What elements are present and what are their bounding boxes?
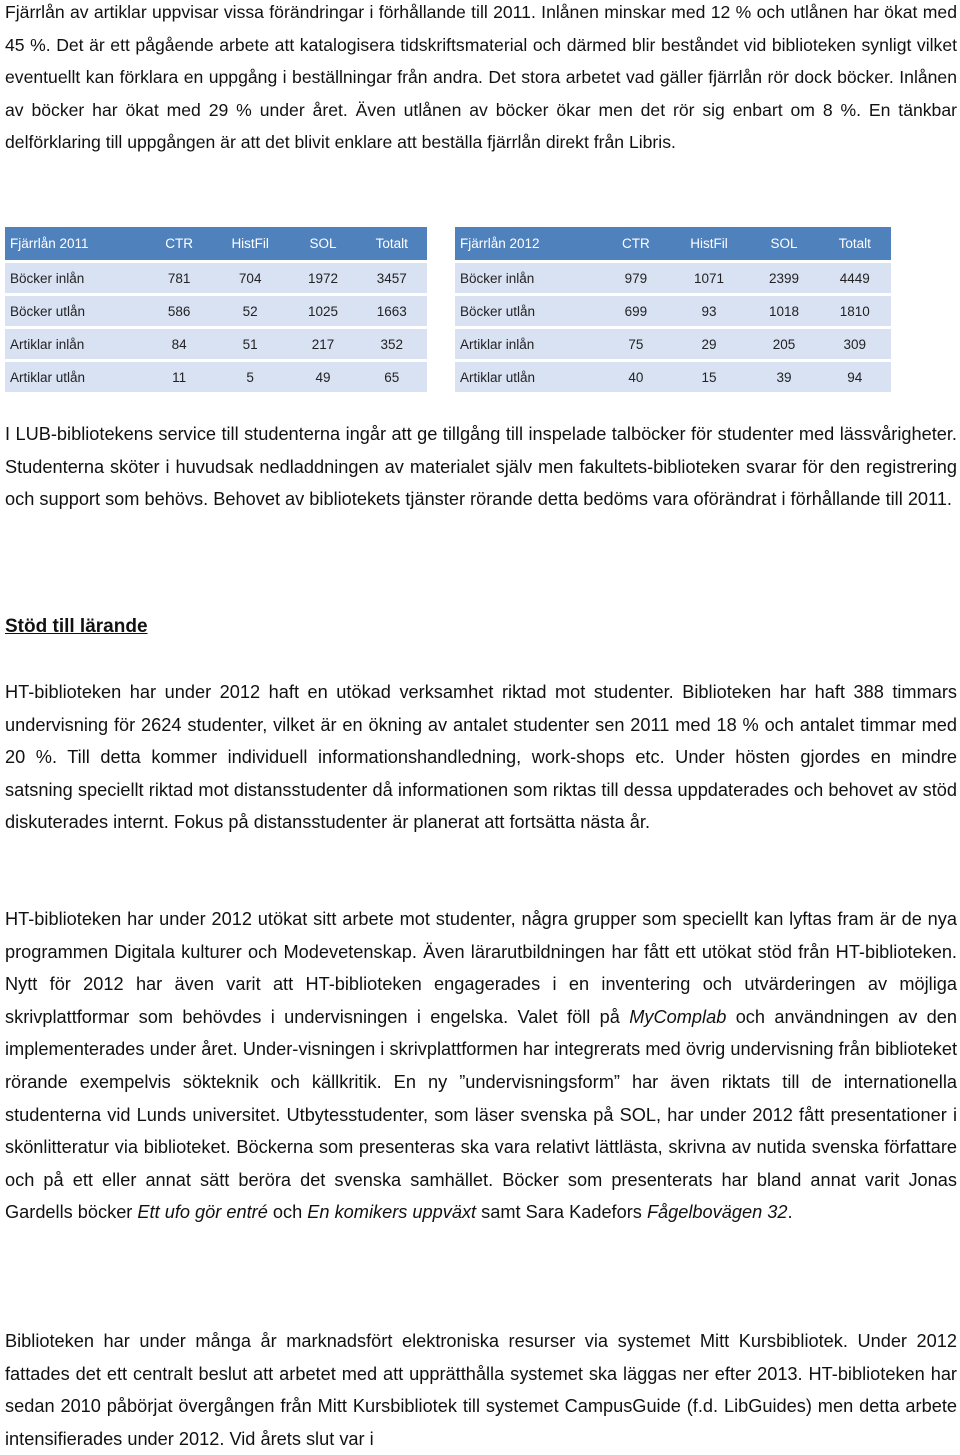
table-cell: 1025 (290, 296, 357, 326)
table-cell: 217 (290, 329, 357, 359)
table-cell: Böcker utlån (455, 296, 603, 326)
table-cell: 15 (668, 362, 749, 392)
table-cell: Böcker inlån (455, 263, 603, 293)
table-cell: Artiklar inlån (455, 329, 603, 359)
table-cell: 1810 (818, 296, 891, 326)
table-cell: 5 (211, 362, 290, 392)
table-header-cell: SOL (750, 227, 819, 260)
table-cell: 1663 (357, 296, 428, 326)
table-cell: Böcker utlån (5, 296, 148, 326)
table-cell: 586 (148, 296, 211, 326)
paragraph-e-resources: Biblioteken har under många år marknadsfört elektroniska resurser via systemet Mitt Kursbibliotek. Under 2012 fattades det ett centralt beslut att arbetet med att upprätthålla systemet ska läggas ner efter 2013. HT-biblioteken har sedan 2010 påbörjat övergången från Mitt Kursbibliotek till systemet CampusGuide (f.d. LibGuides) men detta arbete intensifierades under 2012. Vid årets slut var i (5, 1331, 957, 1449)
paragraph-student-work (5, 903, 957, 1229)
table-row (455, 263, 891, 293)
table-cell: 979 (603, 263, 668, 293)
table-row (5, 296, 427, 326)
italic-title: Ett ufo gör entré (137, 1202, 268, 1223)
table-header-cell: Totalt (818, 227, 891, 260)
table-header-row (5, 227, 427, 260)
table-cell: 75 (603, 329, 668, 359)
table-header-cell: CTR (148, 227, 211, 260)
table-cell: 11 (148, 362, 211, 392)
table-cell: Böcker inlån (5, 263, 148, 293)
table-row (455, 296, 891, 326)
table-cell: 352 (357, 329, 428, 359)
paragraph-teaching: HT-biblioteken har under 2012 haft en utökad verksamhet riktad mot studenter. Biblioteken har haft 388 timmars undervisning för 2624 studenter, vilket är en ökning av antalet studenter sen 2011 med 18 % och antalet timmar med 20 %. Till detta kommer individuell informationshandledning, work-shops etc. Under hösten gjordes en mindre satsning speciellt riktad mot distansstudenter då informationen som riktas till dessa uppdaterades och behovet av stöd diskuterades internt. Fokus på distansstudenter är planerat att fortsätta nästa år. (5, 682, 957, 833)
table-cell: Artiklar utlån (455, 362, 603, 392)
table-cell: 40 (603, 362, 668, 392)
table-row (455, 362, 891, 392)
table-cell: 84 (148, 329, 211, 359)
table-row (5, 263, 427, 293)
table-row (455, 329, 891, 359)
table-cell: 4449 (818, 263, 891, 293)
table-cell: 1972 (290, 263, 357, 293)
table-row (5, 362, 427, 392)
table-cell: 93 (668, 296, 749, 326)
text-span: . (787, 1202, 793, 1223)
table-loans-2011 (5, 224, 427, 395)
table-cell: 699 (603, 296, 668, 326)
table-cell: 205 (750, 329, 819, 359)
table-cell: 51 (211, 329, 290, 359)
table-cell: 781 (148, 263, 211, 293)
table-cell: 94 (818, 362, 891, 392)
text-span: samt Sara Kadefors (476, 1202, 647, 1223)
table-header-cell: Fjärrlån 2012 (455, 227, 603, 260)
table-cell: Artiklar utlån (5, 362, 148, 392)
table-cell: 309 (818, 329, 891, 359)
table-header-cell: HistFil (211, 227, 290, 260)
table-cell: 1018 (750, 296, 819, 326)
section-heading: Stöd till lärande (5, 616, 148, 637)
table-cell: 704 (211, 263, 290, 293)
table-cell: 49 (290, 362, 357, 392)
table-cell: 65 (357, 362, 428, 392)
paragraph-interlibrary-loans: Fjärrlån av artiklar uppvisar vissa förändringar i förhållande till 2011. Inlånen minskar med 12 % och utlånen har ökat med 45 %. Det är ett pågående arbete att katalogisera tidskriftsmaterial och därmed blir beståndet vid biblioteken synligt vilket eventuellt kan förklara en uppgång i beställningar från andra. Det stora arbetet vad gäller fjärrlån rör dock böcker. Inlånen av böcker har ökat med 29 % under året. Även utlånen av böcker ökar men det rör sig enbart om 8 %. En tänkbar delförklaring till uppgången är att det blivit enklare att beställa fjärrlån direkt från Libris. (5, 2, 957, 153)
table-cell: 1071 (668, 263, 749, 293)
italic-title: MyComplab (629, 1006, 727, 1027)
table-cell: 3457 (357, 263, 428, 293)
text-span: och användningen av den implementerades under året. Under-visningen i skrivplattformen har integrerats med övrig undervisning från biblioteket rörande exempelvis sökteknik och källkritik. En ny ”undervisningsform” har även riktats till de internationella studenterna vid Lunds universitet. Utbytesstudenter, som läser svenska på SOL, har under 2012 fått presentationer i skönlitteratur via biblioteket. Böckerna som presenteras ska vara relativt lättlästa, skrivna av nutida svenska författare och på ett eller annat sätt beröra det svenska samhället. Böcker som presenterats har bland annat varit Jonas Gardells böcker (5, 1006, 958, 1223)
table-header-cell: HistFil (668, 227, 749, 260)
italic-title: Fågelbovägen 32 (646, 1202, 788, 1223)
table-header-cell: CTR (603, 227, 668, 260)
text-span: HT-biblioteken har under 2012 utökat sitt arbete mot studenter, några grupper som speciellt kan lyftas fram är de nya programmen Digitala kulturer och Modevetenskap. Även lärarutbildningen har fått ett utökat stöd från HT-biblioteken. Nytt för 2012 har även varit att HT-biblioteken engagerades i en inventering och utvärderingen av möjliga skrivplattformar som behövdes i undervisningen i engelska. Valet föll på (5, 909, 957, 1027)
table-row (5, 329, 427, 359)
table-header-cell: Totalt (357, 227, 428, 260)
table-cell: 29 (668, 329, 749, 359)
table-header-row (455, 227, 891, 260)
table-cell: 39 (750, 362, 819, 392)
table-header-cell: Fjärrlån 2011 (5, 227, 148, 260)
text-span: och (267, 1202, 308, 1223)
table-loans-2012 (455, 224, 891, 395)
italic-title: En komikers uppväxt (307, 1202, 477, 1223)
table-cell: 52 (211, 296, 290, 326)
paragraph-audiobooks: I LUB-bibliotekens service till studenterna ingår att ge tillgång till inspelade talböcker för studenter med lässvårigheter. Studenterna sköter i huvudsak nedladdningen av materialet själv men fakultets-biblioteken svarar för den registrering och support som behövs. Behovet av bibliotekets tjänster rörande detta bedöms vara oförändrat i förhållande till 2011. (5, 424, 957, 510)
table-header-cell: SOL (290, 227, 357, 260)
table-cell: 2399 (750, 263, 819, 293)
table-cell: Artiklar inlån (5, 329, 148, 359)
